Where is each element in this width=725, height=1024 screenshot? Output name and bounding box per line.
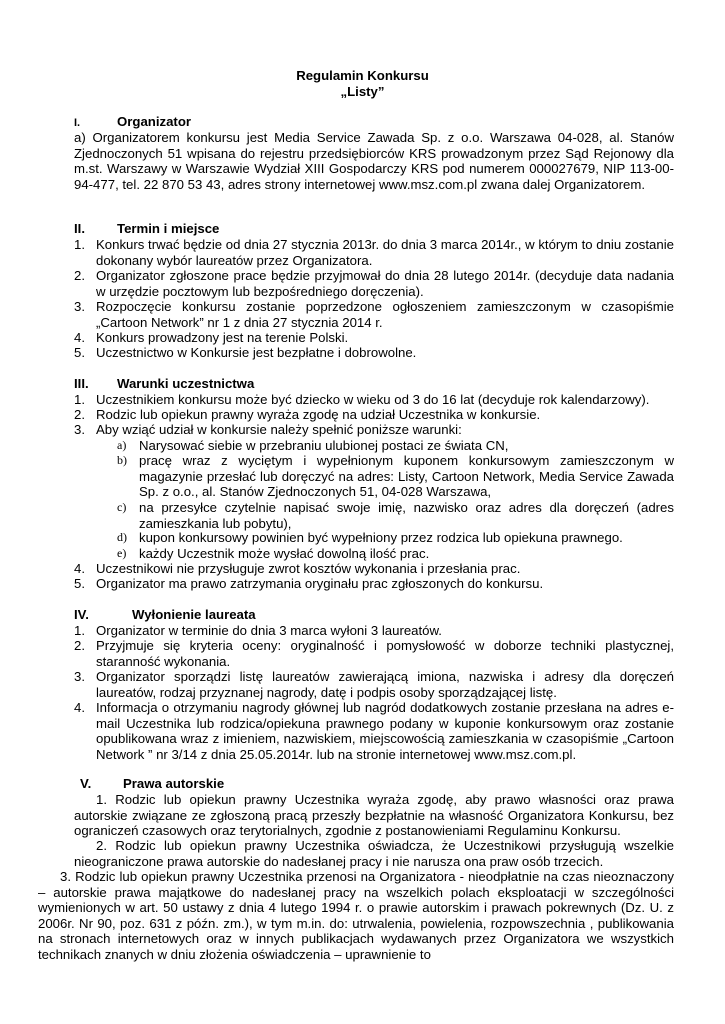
sub-list-item: d) kupon konkursowy powinien być wypełniony przez rodzica lub opiekuna prawnego. (117, 530, 623, 545)
sub-list-item: e) każdy Uczestnik może wysłać dowolną ilość prac. (117, 546, 430, 561)
list-item: 3. Organizator sporządzi listę laureatów zawierającą imiona, nazwiska i adresy dla doręczeń laureatów, rodzaj przyznanej nagrody, datę i podpis osoby sporządzającej listę. (74, 669, 674, 700)
section-number: I. (74, 117, 81, 129)
document-subtitle: „Listy” (340, 84, 385, 99)
copyright-paragraph: 2. Rodzic lub opiekun prawny Uczestnika oświadcza, że Uczestnikowi przysługują wszelkie nieograniczone prawa autorskie do nadesłanej pracy i nie narusza ona praw osób trzecich. (74, 838, 674, 869)
copyright-paragraph: 1. Rodzic lub opiekun prawny Uczestnika wyraża zgodę, aby prawo własności oraz prawa autorskie związane ze zgłoszoną pracą przeszły bezpłatnie na własność Organizatora Konkursu, bez ograniczeń czasowych oraz terytorialnych, zgodnie z postanowieniami Regulaminu Konkursu. (74, 792, 674, 839)
section-heading-copyright (80, 776, 224, 792)
sub-list-item: a) Narysować siebie w przebraniu ulubionej postaci ze świata CN, (117, 438, 509, 453)
section-heading-organizer (74, 114, 191, 132)
section-heading-term-place (74, 221, 219, 237)
list-item: 2. Organizator zgłoszone prace będzie przyjmował do dnia 28 lutego 2014r. (decyduje data nadania w urzędzie pocztowym lub bezpośredniego doręczenia). (74, 268, 674, 299)
sub-list-item: c) na przesyłce czytelnie napisać swoje imię, nazwisko oraz adres dla doręczeń (adres zamieszkania lub pobytu), (117, 500, 674, 531)
section-title: Prawa autorskie (123, 776, 225, 791)
section-heading-participation (74, 376, 254, 392)
section-heading-winner-selection (74, 607, 256, 623)
list-item: 5. Uczestnictwo w Konkursie jest bezpłatne i dobrowolne. (74, 345, 417, 360)
section-number: III. (74, 376, 89, 391)
list-item: 4. Konkurs prowadzony jest na terenie Polski. (74, 330, 349, 345)
list-item: 1. Konkurs trwać będzie od dnia 27 stycznia 2013r. do dnia 3 marca 2014r., w którym to dniu zostanie dokonany wybór laureatów przez Organizatora. (74, 237, 674, 268)
section-title: Termin i miejsce (117, 221, 220, 236)
list-item: 3. Rozpoczęcie konkursu zostanie poprzedzone ogłoszeniem zamieszczonym w czasopiśmie „Cartoon Network” nr 1 z dnia 27 stycznia 2014 r. (74, 299, 674, 330)
list-item: 1. Organizator w terminie do dnia 3 marca wyłoni 3 laureatów. (74, 623, 442, 638)
sub-list-item: b) pracę wraz z wyciętym i wypełnionym kuponem konkursowym zamieszczonym w magazynie przesłać lub doręczyć na adres: Listy, Cartoon Network, Media Service Zawada Sp. z o.o., al. Stanów Zjednoczonych 51, 04-028 Warszawa, (117, 453, 674, 500)
list-item: 5. Organizator ma prawo zatrzymania oryginału prac zgłoszonych do konkursu. (74, 576, 544, 591)
section-number: II. (74, 221, 85, 236)
list-item: 2. Przyjmuje się kryteria oceny: oryginalność i pomysłowość w doborze techniki plastycznej, staranność wykonania. (74, 638, 674, 669)
list-item: 2. Rodzic lub opiekun prawny wyraża zgodę na udział Uczestnika w konkursie. (74, 407, 541, 422)
list-item: 4. Informacja o otrzymaniu nagrody głównej lub nagród dodatkowych zostanie przesłana na adres e-mail Uczestnika lub rodzica/opiekuna prawnego podany w kuponie konkursowym oraz zostanie opublikowana wraz z imieniem, nazwiskiem, miejscowością zamieszkania w czasopiśmie „Cartoon Network ” nr 3/14 z dnia 25.05.2014r. lub na stronie internetowej www.msz.com.pl. (74, 700, 674, 762)
list-item: 3. Aby wziąć udział w konkursie należy spełnić poniższe warunki: (74, 422, 462, 437)
section-title: Wyłonienie laureata (132, 607, 256, 622)
section-title: Warunki uczestnictwa (117, 376, 255, 391)
document-title: Regulamin Konkursu (296, 68, 429, 83)
section-title: Organizator (117, 114, 192, 129)
list-item: 1. Uczestnikiem konkursu może być dziecko w wieku od 3 do 16 lat (decyduje rok kalendarzowy). (74, 392, 650, 407)
section-number: V. (80, 776, 92, 791)
list-item: 4. Uczestnikowi nie przysługuje zwrot kosztów wykonania i przesłania prac. (74, 561, 521, 576)
copyright-paragraph: 3. Rodzic lub opiekun prawny Uczestnika przenosi na Organizatora - nieodpłatnie na czas nieoznaczony – autorskie prawa majątkowe do nadesłanej pracy na wszelkich polach eksploatacji w szczególności wymienionych w art. 50 ustawy z dnia 4 lutego 1994 r. o prawie autorskim i prawach pokrewnych (Dz. U. z 2006r. Nr 90, poz. 631 z późn. zm.), w tym m.in. do: utrwalenia, powielenia, rozpowszechnia , publikowania na stronach internetowych oraz w innych publikacjach wydawanych przez Organizatora we wszystkich technikach znanych w dniu złożenia oświadczenia – uprawnienie to (38, 869, 674, 962)
organizer-paragraph: a) Organizatorem konkursu jest Media Service Zawada Sp. z o.o. Warszawa 04-028, al. Stanów Zjednoczonych 51 wpisana do rejestru przedsiębiorców KRS prowadzonym przez Sąd Rejonowy dla m.st. Warszawy w Warszawie Wydział XIII Gospodarczy KRS pod numerem 000027679, NIP 113-00-94-477, tel. 22 870 53 43, adres strony internetowej www.msz.com.pl zwana dalej Organizatorem. (74, 130, 674, 192)
section-number: IV. (74, 607, 89, 622)
